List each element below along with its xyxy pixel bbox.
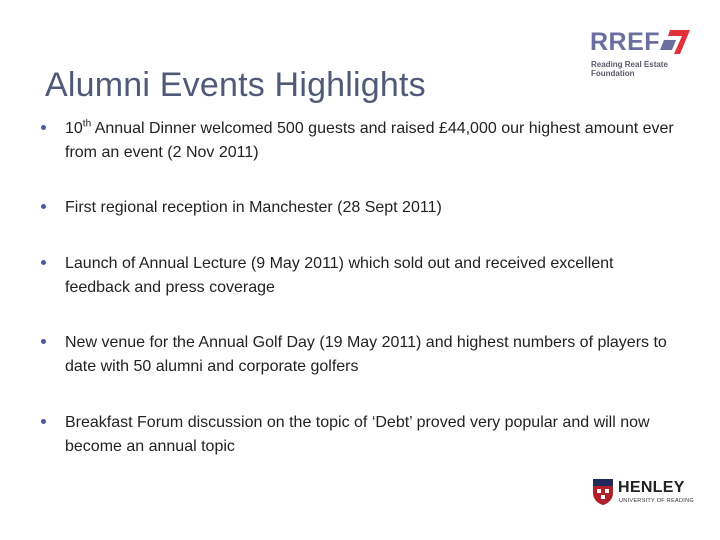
bullet-dot-icon (41, 204, 46, 209)
rref-subtitle-line2: Foundation (591, 69, 635, 78)
bullet-ordinal: 10 (65, 120, 83, 137)
university-crest-icon (592, 478, 614, 506)
rref-subtitle-line1: Reading Real Estate (591, 60, 668, 69)
rref-logo (590, 28, 700, 84)
henley-subtitle: UNIVERSITY OF READING (619, 498, 694, 504)
bullet-text-1-body: Annual Dinner welcomed 500 guests and raised £44,000 our highest amount ever from an event (2 Nov 2011) (65, 120, 674, 161)
bullet-dot-icon (41, 260, 46, 265)
bullet-text-1 (65, 117, 675, 165)
bullet-text-5: Breakfast Forum discussion on the topic of ‘Debt’ proved very popular and will now become an annual topic (65, 414, 650, 455)
bullet-text-3: Launch of Annual Lecture (9 May 2011) which sold out and received excellent feedback and press coverage (65, 255, 614, 296)
henley-wordmark: HENLEY (618, 479, 685, 496)
bullet-dot-icon (41, 419, 46, 424)
rref-wordmark: RREF (590, 28, 661, 56)
bullet-dot-icon (41, 125, 46, 130)
bullet-ordinal-suffix: th (82, 118, 92, 130)
rref-subtitle (591, 60, 668, 78)
slide-title: Alumni Events Highlights (45, 66, 426, 104)
bullet-text-2: First regional reception in Manchester (28 Sept 2011) (65, 199, 442, 216)
bullet-dot-icon (41, 339, 46, 344)
bullet-text-4: New venue for the Annual Golf Day (19 May 2011) and highest numbers of players to date with 50 alumni and corporate golfers (65, 334, 667, 375)
henley-logo (592, 478, 692, 512)
rref-swoosh-icon (660, 28, 694, 56)
